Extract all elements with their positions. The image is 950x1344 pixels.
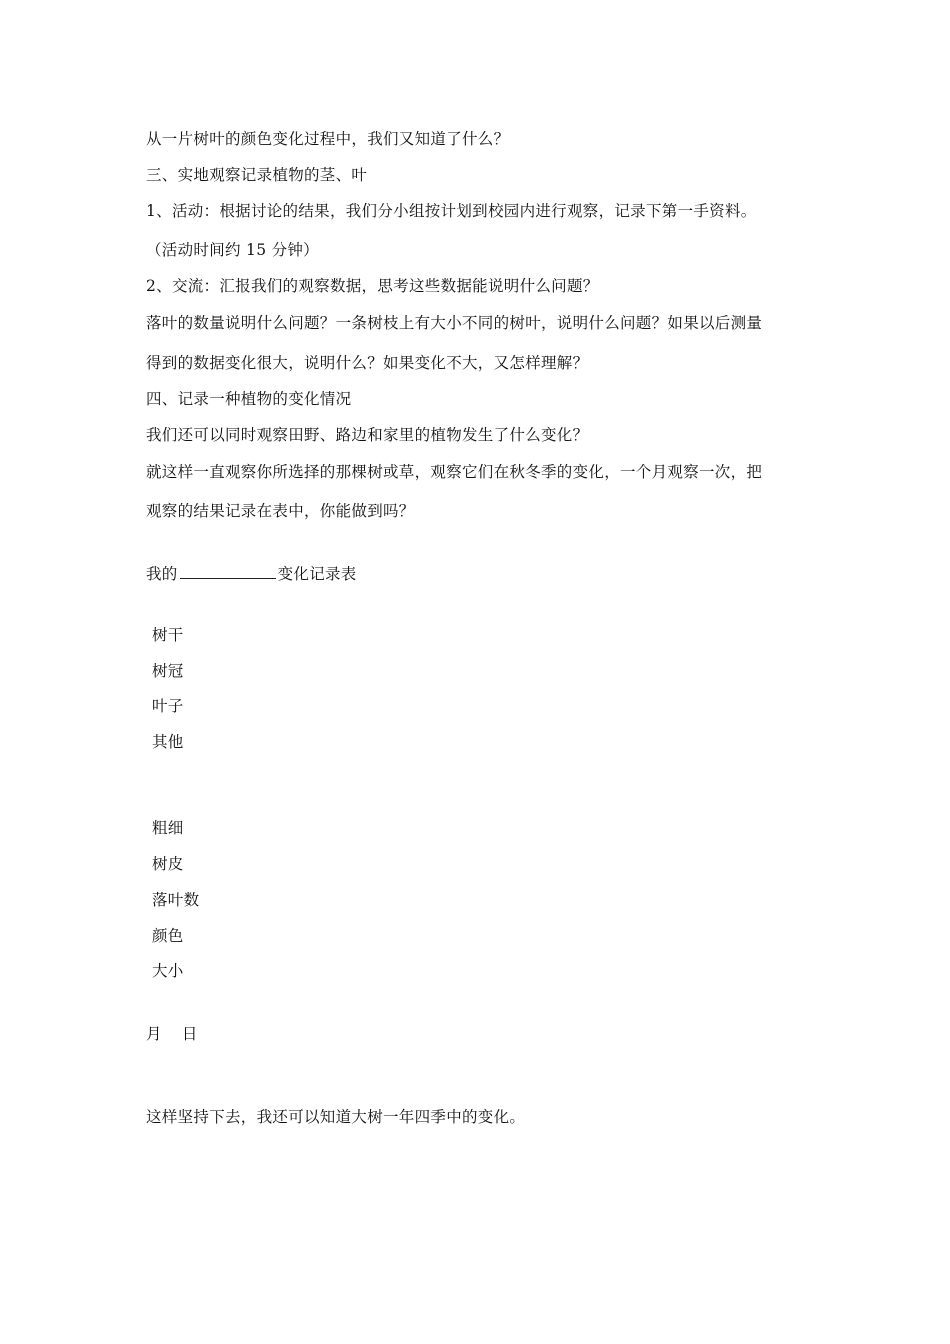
question-paragraph-line-2: 得到的数据变化很大，说明什么？如果变化不大，又怎样理解？ [146, 354, 589, 372]
question-paragraph-line-1: 落叶的数量说明什么问题？一条树枝上有大小不同的树叶，说明什么问题？如果以后测量 [146, 314, 763, 332]
closing-paragraph: 这样坚持下去，我还可以知道大树一年四季中的变化。 [146, 1108, 526, 1126]
observe-fields-paragraph: 我们还可以同时观察田野、路边和家里的植物发生了什么变化？ [146, 426, 589, 444]
blank-underline [180, 564, 276, 579]
activity-paragraph: 1、活动：根据讨论的结果，我们分小组按计划到校园内进行观察，记录下第一手资料。 [146, 202, 757, 220]
observe-tree-paragraph-line-2: 观察的结果记录在表中，你能做到吗？ [146, 502, 415, 520]
attribute-color: 颜色 [152, 927, 184, 945]
category-other: 其他 [152, 733, 184, 751]
month-label: 月 [146, 1025, 162, 1043]
category-crown: 树冠 [152, 662, 184, 680]
attribute-size: 大小 [152, 962, 184, 980]
day-label: 日 [181, 1025, 198, 1043]
category-leaves: 叶子 [152, 697, 184, 715]
record-table-title [146, 564, 357, 584]
section-four-heading: 四、记录一种植物的变化情况 [146, 390, 352, 408]
attribute-bark: 树皮 [152, 855, 184, 873]
exchange-paragraph: 2、交流：汇报我们的观察数据，思考这些数据能说明什么问题？ [146, 277, 599, 295]
date-labels [146, 1024, 198, 1044]
category-trunk: 树干 [152, 626, 184, 644]
record-table-title-suffix: 变化记录表 [277, 565, 357, 583]
paragraph-leaf-color-question: 从一片树叶的颜色变化过程中，我们又知道了什么？ [146, 130, 510, 148]
attribute-fallen-leaves: 落叶数 [152, 891, 200, 909]
section-three-heading: 三、实地观察记录植物的茎、叶 [146, 166, 368, 184]
attribute-thickness: 粗细 [152, 819, 184, 837]
activity-time-note: （活动时间约 15 分钟） [146, 241, 319, 259]
observe-tree-paragraph-line-1: 就这样一直观察你所选择的那棵树或草，观察它们在秋冬季的变化，一个月观察一次，把 [146, 463, 763, 481]
record-table-title-prefix: 我的 [146, 565, 178, 583]
